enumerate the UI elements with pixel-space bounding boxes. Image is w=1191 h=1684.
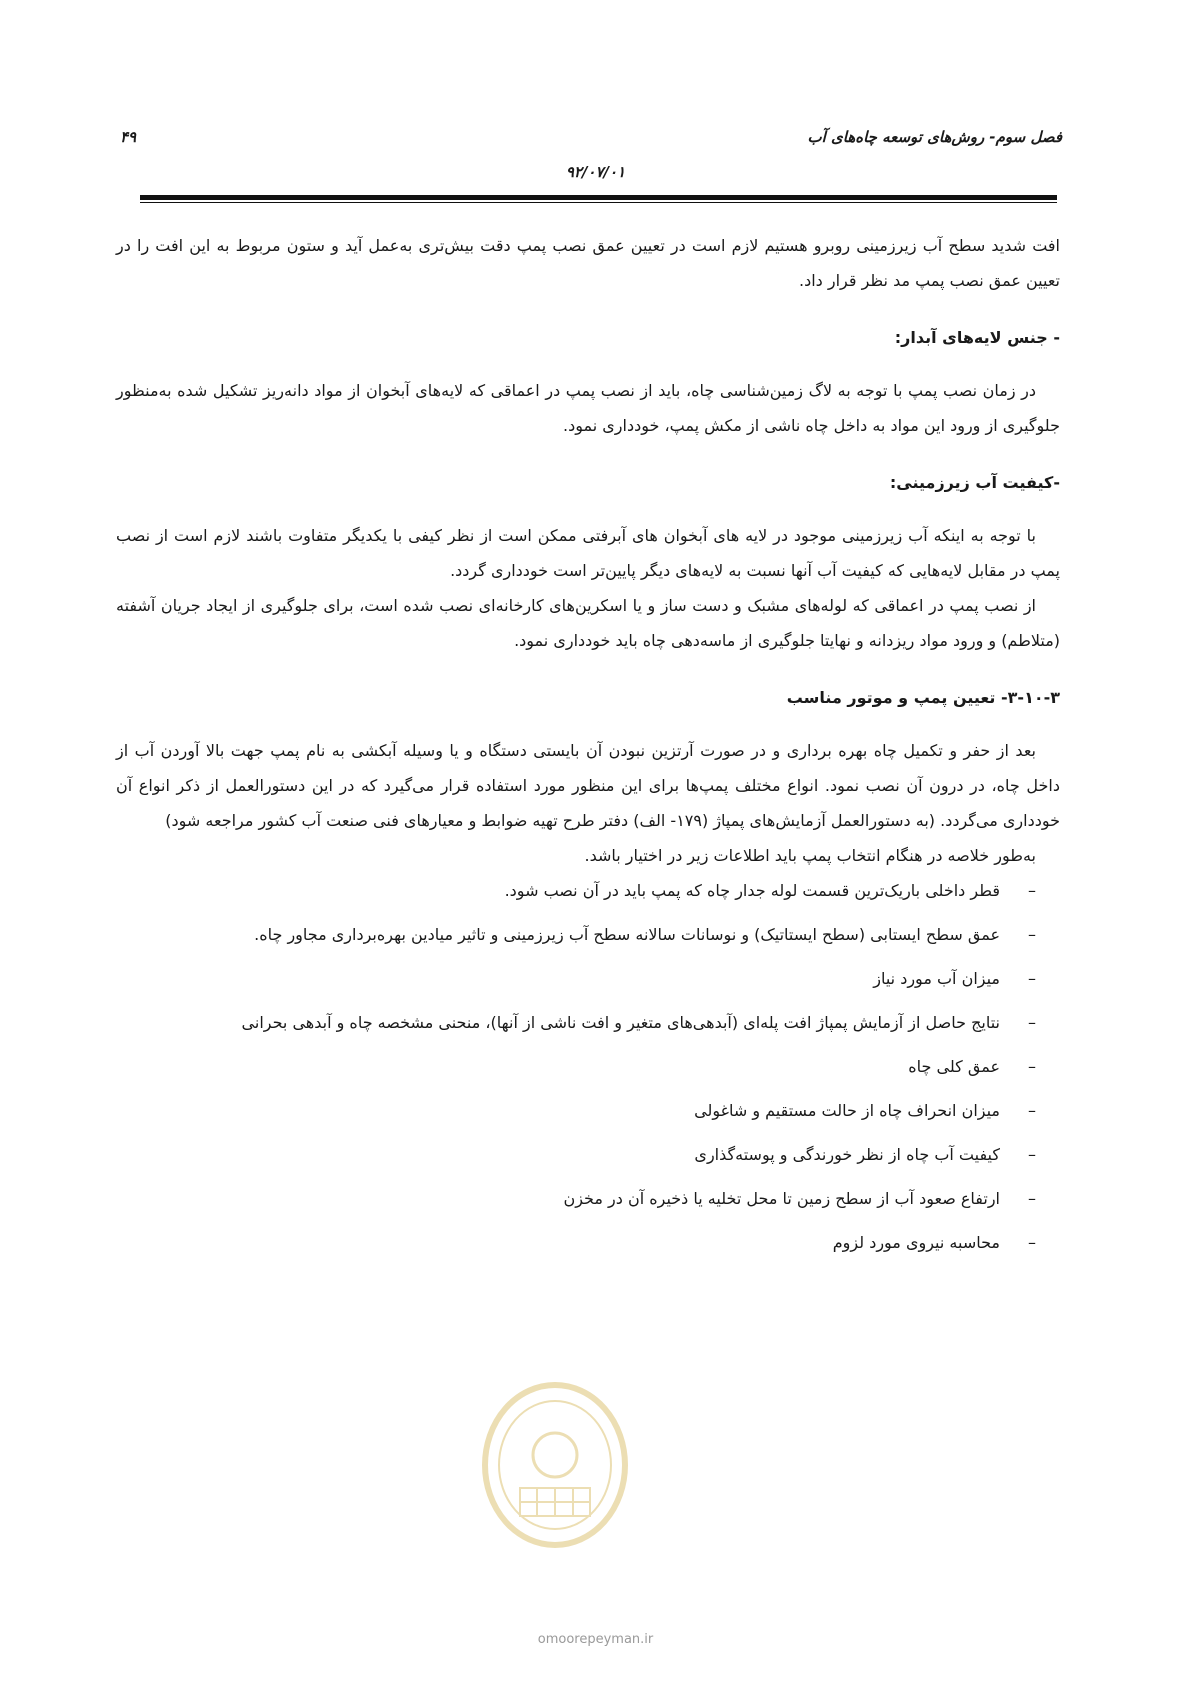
list-item-text: محاسبه نیروی مورد لزوم [832, 1233, 1000, 1252]
list-item-text: کیفیت آب چاه از نظر خورندگی و پوسته‌گذاری [694, 1145, 1000, 1164]
paragraph-1: افت شدید سطح آب زیرزمینی روبرو هستیم لازم است در تعیین عمق نصب پمپ دقت بیش‌تری به‌عمل آید و ستون مربوط به این افت را در تعیین عمق نصب پمپ مد نظر قرار داد. [116, 236, 1060, 290]
list-item [116, 917, 1060, 952]
list-item [116, 1005, 1060, 1040]
list-item-text: عمق کلی چاه [908, 1057, 1000, 1076]
header-rule-thin [140, 202, 1057, 203]
heading-pump-selection: ۳-۱۰-۳- تعیین پمپ و موتور مناسب [786, 688, 1060, 707]
paragraph-4: از نصب پمپ در اعماقی که لوله‌های مشبک و دست ساز و یا اسکرین‌های کارخانه‌ای نصب شده است، برای جلوگیری از ایجاد جریان آشفته (متلاطم) و ورود مواد ریزدانه و نهایتا جلوگیری از ماسه‌دهی چاه باید خودداری نمود. [116, 596, 1060, 650]
dash-bullet: – [1028, 1101, 1036, 1120]
list-item [116, 1181, 1060, 1216]
chapter-title: فصل سوم- روش‌های توسعه چاه‌های آب [807, 128, 1062, 146]
list-item-text: میزان انحراف چاه از حالت مستقیم و شاغولی [694, 1101, 1000, 1120]
list-item [116, 961, 1060, 996]
list-item-text: نتایج حاصل از آزمایش پمپاژ افت پله‌ای (آبدهی‌های متغیر و افت ناشی از آنها)، منحنی مشخصه چاه و آبدهی بحرانی [241, 1013, 1000, 1032]
paragraph-3: با توجه به اینکه آب زیرزمینی موجود در لایه های آبخوان های آبرفتی ممکن است از نظر کیفی با یکدیگر متفاوت باشند لازم است از نصب پمپ در مقابل لایه‌هایی که کیفیت آب آنها نسبت به لایه‌های دیگر پایین‌تر است خودداری گردد. [116, 526, 1060, 580]
list-item-text: ارتفاع صعود آب از سطح زمین تا محل تخلیه یا ذخیره آن در مخزن [563, 1189, 1000, 1208]
list-item [116, 1137, 1060, 1172]
list-item [116, 1093, 1060, 1128]
dash-bullet: – [1028, 969, 1036, 988]
list-item-text: عمق سطح ایستابی (سطح ایستاتیک) و نوسانات سالانه سطح آب زیرزمینی و تاثیر میادین بهره‌برداری مجاور چاه. [254, 925, 1000, 944]
paragraph-6: به‌طور خلاصه در هنگام انتخاب پمپ باید اطلاعات زیر در اختیار باشد. [584, 846, 1036, 865]
body-content [116, 228, 1060, 1269]
seal-watermark-icon [480, 1380, 630, 1550]
header-rule-thick [140, 195, 1057, 200]
list-item-text: قطر داخلی باریک‌ترین قسمت لوله جدار چاه که پمپ باید در آن نصب شود. [504, 881, 1000, 900]
dash-bullet: – [1028, 881, 1036, 900]
paragraph-5: بعد از حفر و تکمیل چاه بهره برداری و در صورت آرتزین نبودن آن بایستی دستگاه و یا وسیله آبکشی به نام پمپ جهت بالا آوردن آب از داخل چاه، در درون آن نصب نمود. انواع مختلف پمپ‌ها برای این منظور مورد استفاده قرار می‌گیرد که در این دستورالعمل از ذکر انواع آن خودداری می‌گردد. (به دستورالعمل آزمایش‌های پمپاژ (۱۷۹- الف) دفتر طرح تهیه ضوابط و معیارهای فنی صنعت آب کشور مراجعه شود) [116, 741, 1060, 830]
dash-bullet: – [1028, 1189, 1036, 1208]
header-date: ۹۲/۰۷/۰۱ [565, 163, 626, 181]
dash-bullet: – [1028, 1145, 1036, 1164]
list-item [116, 1225, 1060, 1260]
list-item [116, 873, 1060, 908]
list-item [116, 1049, 1060, 1084]
page-header [120, 128, 1062, 158]
requirements-list [116, 873, 1060, 1260]
dash-bullet: – [1028, 1233, 1036, 1252]
site-watermark: omoorepeyman.ir [537, 1632, 654, 1647]
dash-bullet: – [1028, 1013, 1036, 1032]
list-item-text: میزان آب مورد نیاز [873, 969, 1000, 988]
heading-groundwater-quality: -کیفیت آب زیرزمینی: [889, 473, 1060, 492]
paragraph-2: در زمان نصب پمپ با توجه به لاگ زمین‌شناسی چاه، باید از نصب پمپ در اعماقی که لایه‌های آبخوان از مواد دانه‌ریز تشکیل شده به‌منظور جلوگیری از ورود این مواد به داخل چاه ناشی از مکش پمپ، خودداری نمود. [116, 381, 1060, 435]
dash-bullet: – [1028, 1057, 1036, 1076]
heading-aquifer-layers: - جنس لایه‌های آبدار: [894, 328, 1060, 347]
page-number: ۴۹ [120, 128, 137, 146]
dash-bullet: – [1028, 925, 1036, 944]
